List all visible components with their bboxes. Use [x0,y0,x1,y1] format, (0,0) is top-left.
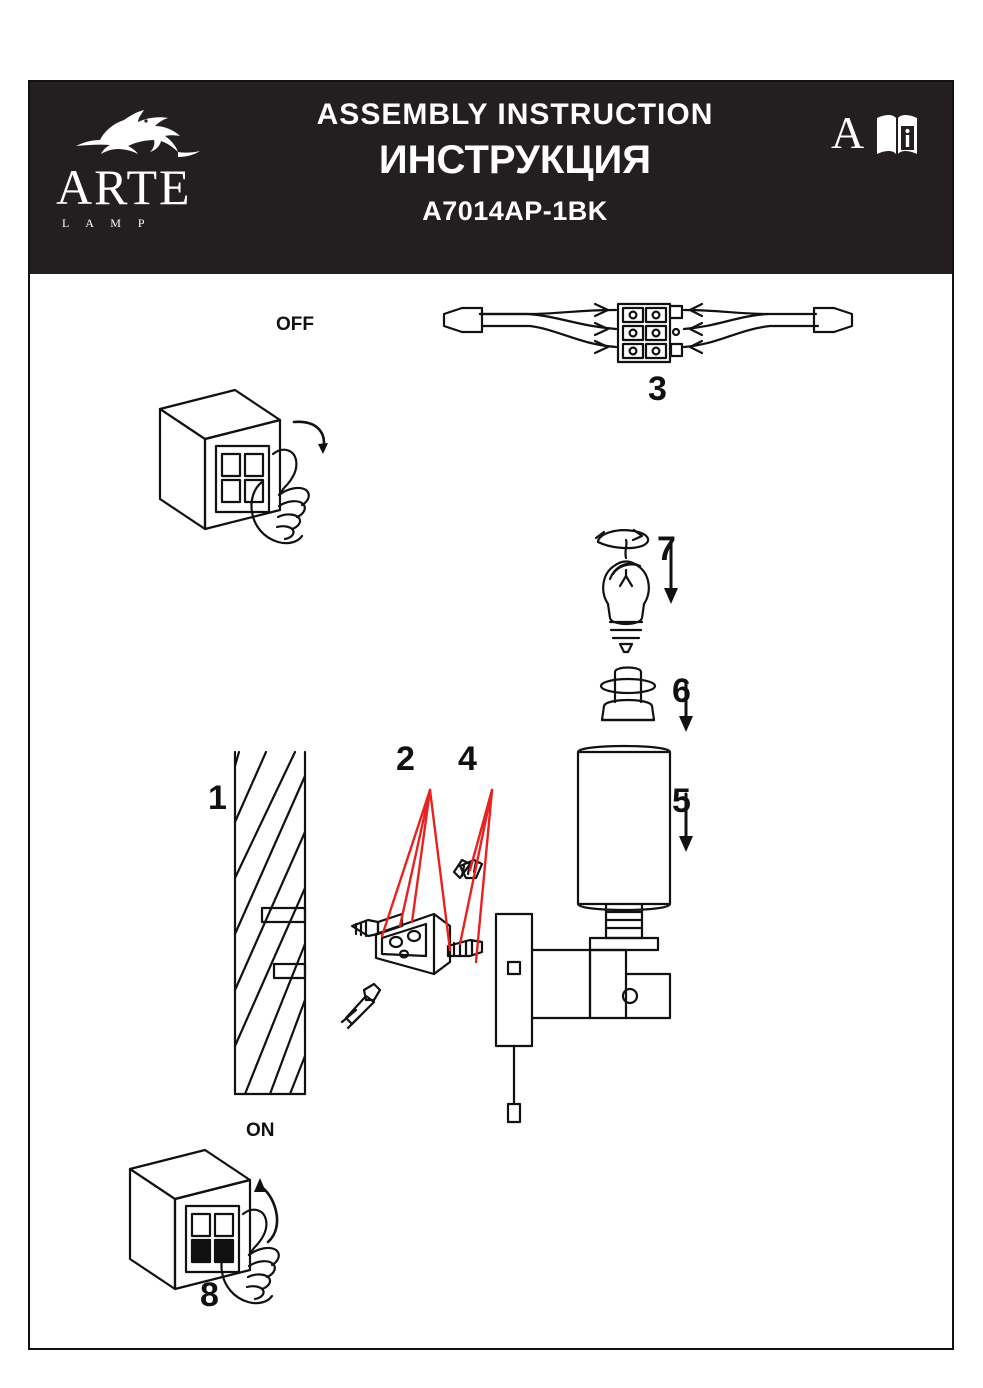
product-code: A7014AP-1BK [422,195,608,226]
step-number-4: 4 [458,740,477,778]
lamp-arm [496,914,670,1122]
step-number-3: 3 [648,370,667,408]
wall-section [235,752,305,1094]
header-bar [30,82,952,274]
switch-plate-off [160,390,280,529]
lamp-shade [578,746,670,910]
label-off: OFF [276,314,314,335]
step-number-8: 8 [200,1276,219,1314]
instruction-body [30,274,952,1350]
brand-wordmark: ARTE [56,159,192,215]
switch-plate-on [130,1150,250,1289]
language-mark [831,108,926,170]
instruction-sheet [28,80,954,1350]
wires-right [684,304,852,353]
step-number-7: 7 [657,530,676,568]
step-number-2: 2 [396,740,415,778]
header-titles [255,96,775,227]
language-letter: A [831,107,865,158]
candle-bulb [596,530,649,652]
shade-collar [601,668,655,721]
socket-thread [590,904,658,950]
terminal-block [618,304,682,362]
step-number-6: 6 [672,672,691,710]
griffin-logo-icon [70,106,210,164]
screw-top-left [352,914,402,936]
manual-book-icon [875,110,919,158]
step-number-1: 1 [208,779,227,817]
red-guide-lines [382,790,492,962]
title-russian: ИНСТРУКЦИЯ [378,137,652,182]
screw-lower-left [342,984,380,1028]
label-on: ON [246,1120,275,1141]
wires-left [444,304,616,353]
title-english: ASSEMBLY INSTRUCTION [316,98,714,131]
step-number-5: 5 [672,782,691,820]
brand-logo [48,100,238,250]
assembly-diagram [30,274,952,1346]
brand-subtext: L A M P [62,216,152,230]
